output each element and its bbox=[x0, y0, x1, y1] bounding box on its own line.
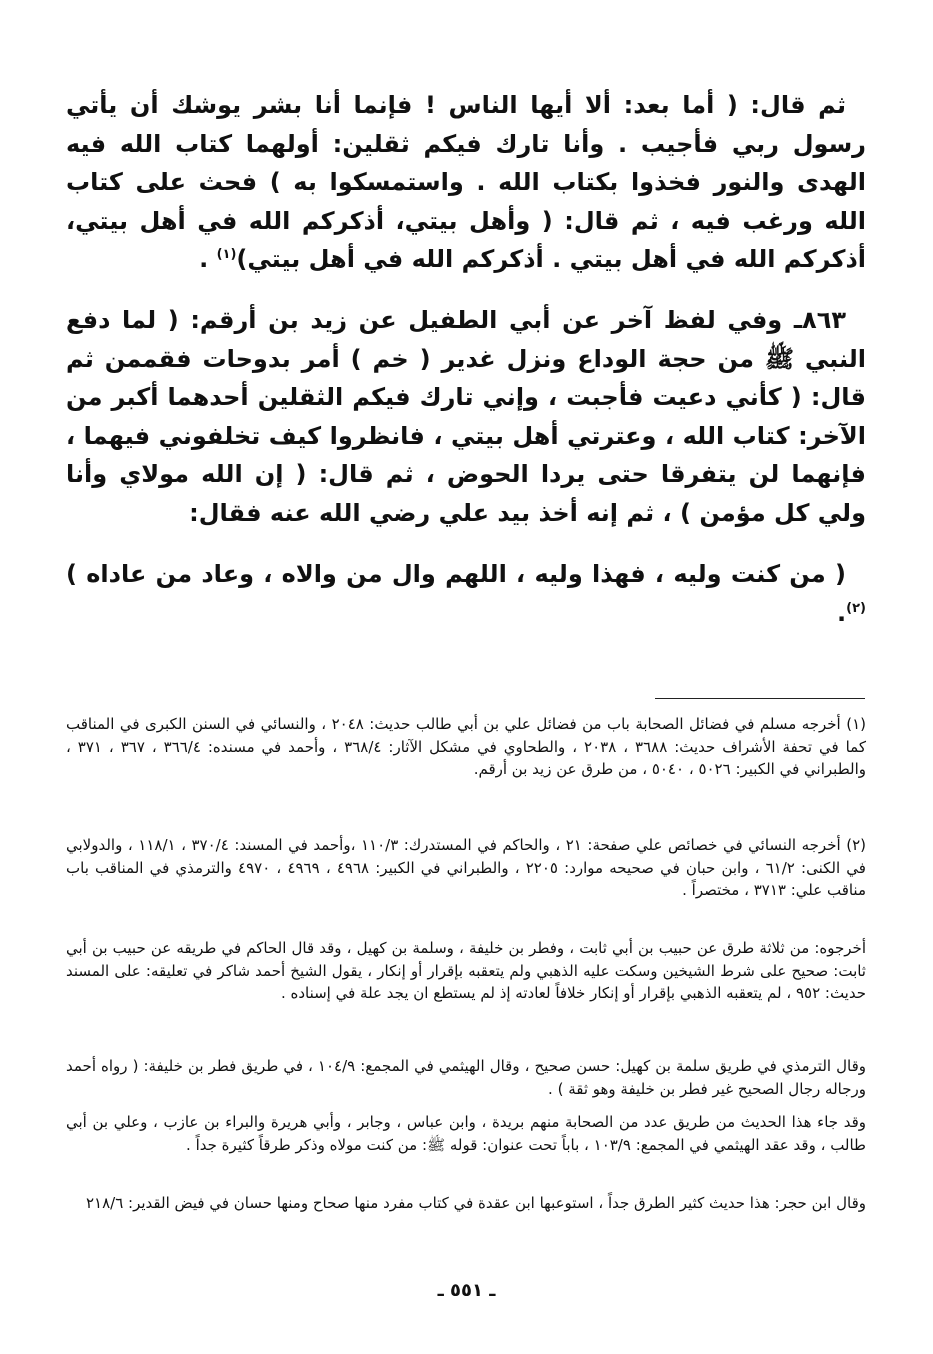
quote-end: . bbox=[837, 598, 847, 627]
paragraph-end: . bbox=[199, 245, 209, 273]
footnote-2-paragraph: وقال ابن حجر: هذا حديث كثير الطرق جداً ، استوعبها ابن عقدة في كتاب مفرد منها صحاح ومنها حسان في فيض القدير: ٢١٨/٦ bbox=[85, 1194, 866, 1212]
footnote-2 bbox=[66, 834, 866, 902]
paragraph-hadith-863 bbox=[66, 301, 866, 532]
footnote-number: (٢) bbox=[846, 836, 866, 854]
paragraph-hadith-quote bbox=[66, 555, 866, 632]
footnote-2-paragraph: وقد جاء هذا الحديث من طريق عدد من الصحابة منهم بريدة ، وابن عباس ، وجابر ، وأبي هريرة والبراء بن عازب ، وعلي بن أبي طالب ، وقد عقد الهيثمي في المجمع: ١٠٣/٩ ، باباً تحت عنوان: قوله ﷺ: من كنت مولاه وذكر طرقاً كثيرة جداً . bbox=[66, 1113, 866, 1154]
footnote-2-paragraph: أخرجوه: من ثلاثة طرق عن حبيب بن أبي ثابت ، وفطر بن خليفة ، وسلمة بن كهيل ، وقد قال الحاكم في طريقه عن حبيب بن أبي ثابت: صحيح على شرط الشيخين وسكت عليه الذهبي ولم يتعقبه بإقرار أو إنكار ، يقول الشيخ أحمد شاكر في تعليقه: على المسند حديث: ٩٥٢ ، لم يتعقبه الذهبي بإقرار أو إنكار خلافاً لعادته إذ لم يستطع ان يجد علة في إسناده . bbox=[66, 939, 866, 1002]
paragraph-text: ٨٦٣ـ وفي لفظ آخر عن أبي الطفيل عن زيد بن أرقم: ( لما دفع النبي ﷺ من حجة الوداع ونزل غدير ( خم ) أمر بدوحات فقممن ثم قال: ( كأني دعيت فأجبت ، وإني تارك فيكم الثقلين أحدهما أكبر من الآخر: كتاب الله ، وعترتي أهل بيتي ، فانظروا كيف تخلفوني فيهما ، فإنهما لن يتفرقا حتى يردا الحوض ، ثم قال: ( إن الله مولاي وأنا ولي كل مؤمن ) ، ثم إنه أخذ بيد علي رضي الله عنه فقال: bbox=[66, 306, 866, 527]
footnote-2-paragraph: وقال الترمذي في طريق سلمة بن كهيل: حسن صحيح ، وقال الهيثمي في المجمع: ١٠٤/٩ ، في طريق فطر بن خليفة: ( رواه أحمد ورجاله رجال الصحيح غير فطر بن خليفة وهو ثقة ) . bbox=[66, 1057, 866, 1098]
footnote-text: أخرجه مسلم في فضائل الصحابة باب من فضائل علي بن أبي طالب حديث: ٢٠٤٨ ، والنسائي في السنن الكبرى في المناقب كما في تحفة الأشراف حديث: ٣٦٨٨ ، ٢٠٣٨ ، والطحاوي في مشكل الآثار: ٣٦٨/٤ ، وأحمد في مسنده: ٣٦٦/٤ ، ٣٦٧ ، ٣٧١ ، والطبراني في الكبير: ٥٠٢٦ ، ٥٠٤٠ ، من طرق عن زيد بن أرقم. bbox=[66, 715, 866, 778]
paragraph-hadith-continuation bbox=[66, 86, 866, 279]
footnote-1 bbox=[66, 713, 866, 781]
footnote-text: أخرجه النسائي في خصائص علي صفحة: ٢١ ، والحاكم في المستدرك: ١١٠/٣ ،وأحمد في المسند: ٣٧٠/٤ ، ١١٨/١ ، والدولابي في الكنى: ٦١/٢ ، وابن حبان في صحيحه موارد: ٢٢٠٥ ، والطبراني في الكبير: ٤٩٦٨ ، ٤٩٦٩ ، ٤٩٧٠ والترمذي في المناقب باب مناقب علي: ٣٧١٣ ، مختصراً . bbox=[66, 836, 866, 899]
paragraph-text: ثم قال: ( أما بعد: ألا أيها الناس ! فإنما أنا بشر يوشك أن يأتي رسول ربي فأجيب . وأنا تارك فيكم ثقلين: أولهما كتاب الله فيه الهدى والنور فخذوا بكتاب الله . واستمسكوا به ) فحث على كتاب الله ورغب فيه ، ثم قال: ( وأهل بيتي، أذكركم الله في أهل بيتي، أذكركم الله في أهل بيتي . أذكركم الله في أهل بيتي) bbox=[66, 91, 866, 273]
footnote-ref-2[interactable]: (٢) bbox=[846, 600, 866, 616]
page-number: ـ ٥٥١ ـ bbox=[437, 1280, 496, 1301]
footnote-ref-1[interactable]: (١) bbox=[216, 247, 237, 262]
footnote-number: (١) bbox=[846, 715, 866, 733]
footnote-separator bbox=[655, 698, 865, 699]
quote-text: ( من كنت وليه ، فهذا وليه ، اللهم وال من والاه ، وعاد من عاداه ) bbox=[66, 560, 846, 588]
